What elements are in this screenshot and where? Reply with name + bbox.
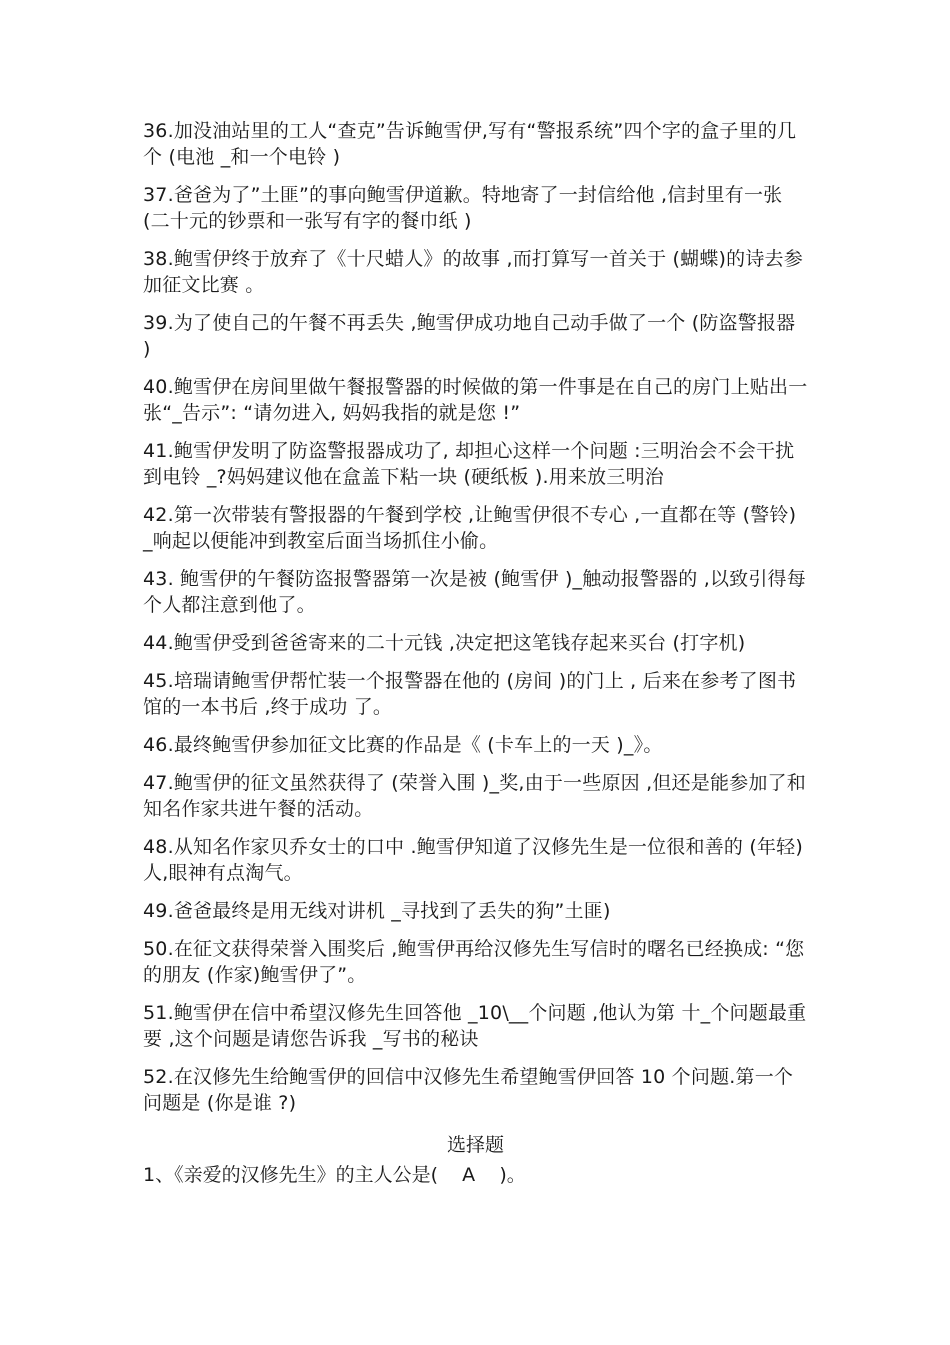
question-42: 42.第一次带装有警报器的午餐到学校 ,让鲍雪伊很不专心 ,一直都在等 (警铃) _响起以便能冲到教室后面当场抓住小偷。 [143, 504, 803, 552]
document-content [143, 118, 811, 1188]
question-52: 52.在汉修先生给鲍雪伊的回信中汉修先生希望鲍雪伊回答 10 个问题.第一个问题是 (你是谁 ?) [143, 1066, 794, 1114]
section-title-multiple-choice: 选择题 [446, 1134, 504, 1156]
question-38: 38.鲍雪伊终于放弃了《十尺蜡人》的故事 ,而打算写一首关于 (蝴蝶)的诗去参加征文比赛 。 [143, 248, 803, 296]
question-49: 49.爸爸最终是用无线对讲机 _寻找到了丢失的狗”土匪) [143, 900, 611, 922]
question-36: 36.加没油站里的工人“查克”告诉鲍雪伊,写有“警报系统”四个字的盒子里的几个 (电池 _和一个电铃 ) [143, 120, 797, 168]
question-47: 47.鲍雪伊的征文虽然获得了 (荣誉入围 )_奖,由于一些原因 ,但还是能参加了和知名作家共进午餐的活动。 [143, 772, 806, 820]
question-37: 37.爸爸为了”土匪”的事向鲍雪伊道歉。特地寄了一封信给他 ,信封里有一张 (二十元的钞票和一张写有字的餐巾纸 ) [143, 184, 789, 232]
choice-question-1: 1、《亲爱的汉修先生》的主人公是( A )。 [143, 1164, 526, 1186]
question-46: 46.最终鲍雪伊参加征文比赛的作品是《 (卡车上的一天 )_》。 [143, 734, 663, 756]
question-44: 44.鲍雪伊受到爸爸寄来的二十元钱 ,决定把这笔钱存起来买台 (打字机) [143, 632, 746, 654]
question-40: 40.鲍雪伊在房间里做午餐报警器的时候做的第一件事是在自己的房门上贴出一张“_告示”: “请勿进入, 妈妈我指的就是您 !” [143, 376, 808, 424]
question-50: 50.在征文获得荣誉入围奖后 ,鲍雪伊再给汉修先生写信时的曙名已经换成: “您 的朋友 (作家)鲍雪伊了”。 [143, 938, 811, 986]
question-45: 45.培瑞请鲍雪伊帮忙装一个报警器在他的 (房间 )的门上 , 后来在参考了图书馆的一本书后 ,终于成功 了。 [143, 670, 797, 718]
question-39: 39.为了使自己的午餐不再丢失 ,鲍雪伊成功地自己动手做了一个 (防盗警报器 ) [143, 312, 802, 360]
question-41: 41.鲍雪伊发明了防盗警报器成功了, 却担心这样一个问题 :三明治会不会干扰到电铃 _?妈妈建议他在盒盖下粘一块 (硬纸板 ).用来放三明治 [143, 440, 795, 488]
question-43: 43. 鲍雪伊的午餐防盗报警器第一次是被 (鲍雪伊 )_触动报警器的 ,以致引得每个人都注意到他了。 [143, 568, 806, 616]
question-51: 51.鲍雪伊在信中希望汉修先生回答他 _10\__个问题 ,他认为第 十_个问题最重要 ,这个问题是请您告诉我 _写书的秘诀 [143, 1002, 807, 1050]
question-48: 48.从知名作家贝乔女士的口中 .鲍雪伊知道了汉修先生是一位很和善的 (年轻)人,眼神有点淘气。 [143, 836, 803, 884]
